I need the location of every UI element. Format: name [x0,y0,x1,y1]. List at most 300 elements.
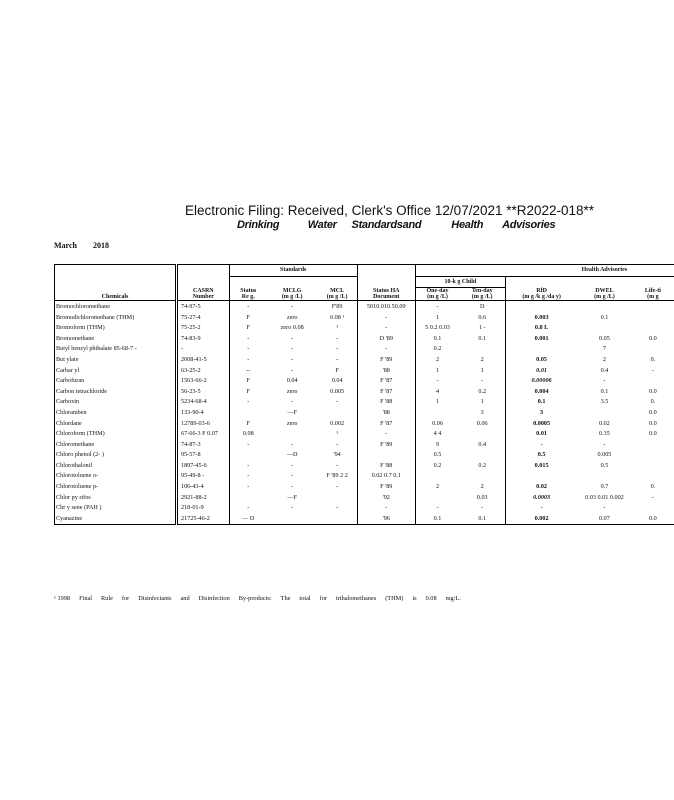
casrn-number: 75-27-4 [176,312,229,323]
header-health-advisories: Health Advisories [415,265,674,277]
status-ha: '96 [357,513,415,524]
chemical-name: Bromodichloromethane (THM) [55,312,177,323]
mclg-value: —F [287,493,297,501]
casrn-number: 56-23-5 [176,386,229,397]
footnote-word: By-products: [238,595,272,602]
casrn-number: 2921-88-2 [176,492,229,503]
mcl-value: 0.005 [330,387,345,395]
document-subtitle [237,219,555,231]
one-day-value: 0.2 [415,344,459,355]
status-ha: F '87 [357,418,415,429]
lifetime-value: 0. [650,398,656,406]
ten-day-value [459,471,505,482]
mcl-value: - [336,398,339,406]
lifetime-value: 0.0 [649,419,657,427]
header-line: RfD [536,287,547,294]
header-blank [357,265,415,277]
date-year: 2018 [92,241,109,250]
header-rfd [506,288,578,301]
dwel-value: - [603,440,606,448]
chemical-name: Carbon tetrachloride [55,386,177,397]
one-day-value: - [415,301,459,312]
footnote-word: (THM) [385,595,404,602]
table-row [55,481,674,492]
dwel-value: 0.05 [599,334,610,342]
status-ha: '88 [357,365,415,376]
rfd-value: 0.02 [506,481,578,492]
table-row [55,322,674,333]
header-blank [317,276,357,288]
chemical-name: Bromochloromethane [55,301,177,312]
footnote-word: for [319,595,327,602]
rfd-value: 0.0003 [506,492,578,503]
header-blank [577,276,632,288]
status-reg: - [229,502,267,513]
rfd-value: 0.002 [506,513,578,524]
status-reg: F [229,312,267,323]
status-reg [229,407,267,418]
header-blank [267,276,317,288]
footnote-word: ¹ 1998 [54,595,71,602]
header-line: (m g /L) [594,293,615,300]
header-ten-day [459,288,505,301]
footnote-word: The [280,595,291,602]
rfd-value: - [506,502,578,513]
header-10kg-child: 10-k g Child [415,276,505,288]
ten-day-value: 0.1 [459,513,505,524]
ten-day-value: - [481,504,484,512]
casrn-number: 1563-66-2 [176,375,229,386]
table-row [55,418,674,429]
chemical-name: Chloro phenol (2- ) [55,450,177,461]
mcl-value: F'89 [331,302,343,310]
mcl-value: - [336,345,339,353]
ten-day-value [459,450,505,461]
lifetime-value: 0.0 [649,334,657,342]
ten-day-value: 3 [480,408,484,416]
dwel-value: 0.1 [600,313,609,321]
dwel-value [577,301,632,312]
dwel-value: 7 [602,345,606,353]
chemical-name: Chr y sene (PAH ) [55,502,177,513]
dwel-value: 0.005 [597,451,612,459]
lifetime-value [632,301,674,312]
chemical-name: Chlor py rifos [55,492,177,503]
mclg-value: 0.04 [286,377,298,385]
header-mcl [317,288,357,301]
rfd-value: 0.5 [506,450,578,461]
dwel-value: 0.5 [600,461,609,469]
header-casrn [176,288,229,301]
header-mclg [267,288,317,301]
footnote-word: total [299,595,311,602]
chemical-name: Chloroform (THM) [55,428,177,439]
casrn-number: 218-01-9 [176,502,229,513]
chemical-name: Carbar yl [55,365,177,376]
lifetime-value: 0.0 [649,408,657,416]
lifetime-value [632,460,674,471]
mclg-value: - [291,345,294,353]
rfd-value: 0.004 [506,386,578,397]
mcl-value: - [336,483,339,491]
ten-day-value: 0.2 [478,461,487,469]
subtitle-word: Standardsand [351,219,422,231]
dwel-value [577,471,632,482]
rfd-value: 0.001 [506,333,578,344]
one-day-value: - [415,375,459,386]
header-line: DWEL [595,287,614,294]
footnote-word: Disinfectants [138,595,172,602]
footnote-word: trihalomethanes [335,595,377,602]
header-line: (m g /L) [427,294,448,301]
rfd-value: 0.003 [506,312,578,323]
table-row [55,397,674,408]
ten-day-value: 0.4 [478,440,487,448]
table-row [55,301,674,312]
header-line: (m g /L) [471,294,493,301]
status-reg: F [229,386,267,397]
mclg-value: zero 0.08 [280,324,304,332]
chemical-name: Chlorotoluene p- [55,481,177,492]
mcl-value: - [336,355,339,363]
status-ha: F '87 [357,375,415,386]
status-reg: - [229,439,267,450]
header-blank [55,276,177,288]
rfd-value: 0.8 L [506,322,578,333]
status-reg: -- [229,365,267,376]
header-dwel [577,288,632,301]
status-reg: 0.08 [229,428,267,439]
header-standards: Standards [229,265,357,277]
header-line: CASRN [192,287,214,294]
rfd-value: 0.1 [506,397,578,408]
lifetime-value: 0.0 [649,387,657,395]
status-ha: F '89 [357,481,415,492]
dwel-value: 0.4 [600,366,609,374]
header-line: MCLG [282,287,302,294]
status-ha: - [357,322,415,333]
subtitle-word: Water [307,219,337,231]
one-day-value: 1 [415,397,459,408]
mcl-value: '94 [333,451,341,459]
status-ha: - [357,428,415,439]
status-ha: '92 [357,492,415,503]
table-row [55,375,674,386]
mclg-value [267,513,317,524]
footnote-word: for [121,595,130,602]
dwel-value: 0.03 0.01 0.002 [585,493,624,501]
status-reg: F [229,375,267,386]
rfd-value: 0.00006 [506,375,578,386]
chemical-name: Butyl benzyl phthalate 85-68-7 - [55,344,177,355]
lifetime-value [632,502,674,513]
document-date [54,241,123,250]
table-row [55,513,674,524]
filing-stamp: Electronic Filing: Received, Clerk's Office 12/07/2021 **R2022-018** [185,203,595,218]
mclg-value [267,428,317,439]
status-reg: F [229,418,267,429]
casrn-number: 74-97-5 [176,301,229,312]
one-day-value [415,471,459,482]
casrn-number: 5234-68-4 [176,397,229,408]
casrn-number: 133-90-4 [176,407,229,418]
header-line: Status [240,287,257,294]
status-reg: - [229,354,267,365]
ten-day-value [459,428,505,439]
casrn-number: 67-66-3 F 0.07 [176,428,229,439]
mcl-value [317,407,357,418]
status-reg: - [229,333,267,344]
footnote-word: Disinfection [198,595,230,602]
mcl-value: F '89 2 2 [326,472,348,480]
status-ha: 5010.010.50.09 [357,301,415,312]
status-ha: F '89 [357,439,415,450]
dwel-value: 0.02 [599,419,610,427]
status-ha: '88 [357,407,415,418]
dwel-value: 0.7 [600,483,609,491]
lifetime-value: 0.0 [632,513,674,524]
header-line: (m g /L) [281,293,303,300]
chemical-name: But ylate [55,354,177,365]
one-day-value [415,407,459,418]
header-blank [176,276,229,288]
footnote [54,595,470,602]
lifetime-value [632,375,674,386]
ten-day-value: 0.2 [478,387,487,395]
footnote-word: and [180,595,190,602]
casrn-number: 95-49-8 - [176,471,229,482]
footnote-word: Rule [101,595,113,602]
status-ha: F '87 [357,386,415,397]
header-blank [357,276,415,288]
lifetime-value [632,450,674,461]
status-reg: - [229,397,267,408]
mclg-value: - [291,302,294,310]
mclg-value: - [291,334,294,342]
table-row [55,492,674,503]
lifetime-value [632,439,674,450]
casrn-number: 63-25-2 [176,365,229,376]
mcl-value: - [336,334,339,342]
ten-day-value: 1 [480,366,484,374]
header-blank [55,265,177,277]
mcl-value: 0.04 [331,377,343,385]
header-line: Life-ti [644,287,661,294]
mcl-value [317,492,357,503]
table-row [55,460,674,471]
footnote-word: mg/L. [445,595,461,602]
status-reg: - [229,481,267,492]
one-day-value: 5 0.2 0.03 [415,322,459,333]
mcl-value: - [336,440,339,448]
subtitle-word: Advisories [502,219,556,231]
dwel-value: 0.07 [577,513,632,524]
rfd-value [506,471,578,482]
status-reg: - [229,460,267,471]
header-line: Ten-day [471,288,493,295]
rfd-value: 3 [506,407,578,418]
ten-day-value: 2 [480,483,484,491]
footnote-word: is [412,595,417,602]
dwel-value [577,407,632,418]
status-ha [357,450,415,461]
one-day-value: 0.2 [415,460,459,471]
table-row [55,354,674,365]
header-line: MCL [330,287,345,294]
casrn-number: 74-87-3 [176,439,229,450]
one-day-value: 2 [415,481,459,492]
lifetime-value: - [651,493,654,501]
mclg-value: - [291,440,294,448]
chemical-name: Chloramben [55,407,177,418]
header-status-ha [357,288,415,301]
status-ha: - [357,502,415,513]
mclg-value: - [291,461,294,469]
chemical-name: Chloromethane [55,439,177,450]
header-chemicals: Chemicals [55,288,177,301]
header-line: Status HA [373,287,400,294]
header-status-reg [229,288,267,301]
status-ha: F '88 [357,397,415,408]
chemical-name: Carbofuran [55,375,177,386]
table-row [55,365,674,376]
footnote-word: Final [79,595,93,602]
one-day-value: 0.06 [415,418,459,429]
rfd-value: 0.01 [506,365,578,376]
one-day-value: 4 [415,386,459,397]
footnote-word: 0.08 [425,595,437,602]
dwel-value: 0.1 [600,387,609,395]
subtitle-word: Health [451,219,484,231]
lifetime-value [632,471,674,482]
rfd-value: 0.015 [506,460,578,471]
ten-day-value: D [479,302,485,310]
chemical-name: Bromomethane [55,333,177,344]
rfd-value: 0.0005 [506,418,578,429]
chemical-name: Chlorotoluene o- [55,471,177,482]
dwel-value [577,322,632,333]
one-day-value [415,492,459,503]
table-row [55,439,674,450]
casrn-number: 106-43-4 [176,481,229,492]
chemical-name: Chlorothalonil [55,460,177,471]
header-one-day [415,288,459,301]
mcl-value: F [335,366,339,374]
table-row [55,450,674,461]
rfd-value: 0.05 [506,354,578,365]
status-ha: F '89 [357,354,415,365]
mcl-value [317,513,357,524]
table-row [55,407,674,418]
ten-day-value: 0.6 [478,313,487,321]
casrn-number: 74-83-9 [176,333,229,344]
date-month: March [54,241,77,250]
casrn-number: 1897-45-6 [176,460,229,471]
table-row [55,502,674,513]
dwel-value: 0.35 [599,430,610,438]
status-ha: 0.02 0.7 0.1 [357,471,415,482]
header-line: (m g /k g /da y) [522,293,561,300]
subtitle-word: Drinking [237,219,280,231]
chemical-name: Cyanazine [55,513,177,524]
advisories-table [54,264,674,525]
header-line: Document [373,293,400,300]
lifetime-value [632,322,674,333]
rfd-value: 0.01 [506,428,578,439]
casrn-number: 21725-46-2 [176,513,229,524]
table-row [55,428,674,439]
one-day-value: - [415,502,459,513]
mclg-value: —F [287,408,297,416]
header-line: One-day [426,288,449,295]
casrn-number: - [176,344,229,355]
table-row [55,312,674,323]
dwel-value: 2 [602,355,606,363]
header-blank [229,276,267,288]
status-reg: - [229,301,267,312]
ten-day-value: - [481,377,484,385]
ten-day-value: 0.1 [478,334,487,342]
header-lifetime [632,288,674,301]
table-row [55,471,674,482]
header-blank [632,276,674,288]
mcl-value: - [336,504,339,512]
casrn-number: 12789-03-6 [176,418,229,429]
status-ha: - [357,344,415,355]
one-day-value: 0.1 [415,513,459,524]
casrn-number: 95-57-8 [176,450,229,461]
one-day-value: 1 [415,365,459,376]
one-day-value: 0.1 [415,333,459,344]
ten-day-value: 1 - [478,324,486,332]
casrn-number: 2008-41-5 [176,354,229,365]
mclg-value: - [291,355,294,363]
ten-day-value: 0.06 [476,419,488,427]
header-line: Re g. [241,293,255,300]
lifetime-value: 0.0 [649,430,657,438]
casrn-number: 75-25-2 [176,322,229,333]
one-day-value: 0.5 [415,450,459,461]
lifetime-value: 0. [650,483,656,491]
lifetime-value [632,344,674,355]
rfd-value: - [506,439,578,450]
one-day-value: 4 4 [415,428,459,439]
status-reg: - [229,344,267,355]
dwel-value: 3.5 [600,398,609,406]
mclg-value: - [291,483,294,491]
table-row [55,344,674,355]
ten-day-value: 0.03 [476,493,488,501]
lifetime-value: - [651,366,654,374]
mcl-value: ¹ [336,430,339,438]
status-ha: D '89 [357,333,415,344]
header-blank [506,276,578,288]
status-ha: F '88 [357,460,415,471]
status-ha: - [357,312,415,323]
mclg-value: - [291,472,294,480]
mcl-value: ¹ [336,324,339,332]
rfd-value [506,344,578,355]
header-line: (m g [647,293,659,300]
chemical-name: Bromoform (THM) [55,322,177,333]
mcl-value: 0.08 ¹ [330,313,345,321]
header-line: Number [192,293,214,300]
ten-day-value: 2 [480,355,484,363]
chemical-name: Chlordane [55,418,177,429]
lifetime-value [632,312,674,323]
ten-day-value: 1 [480,398,484,406]
ten-day-value [459,344,505,355]
